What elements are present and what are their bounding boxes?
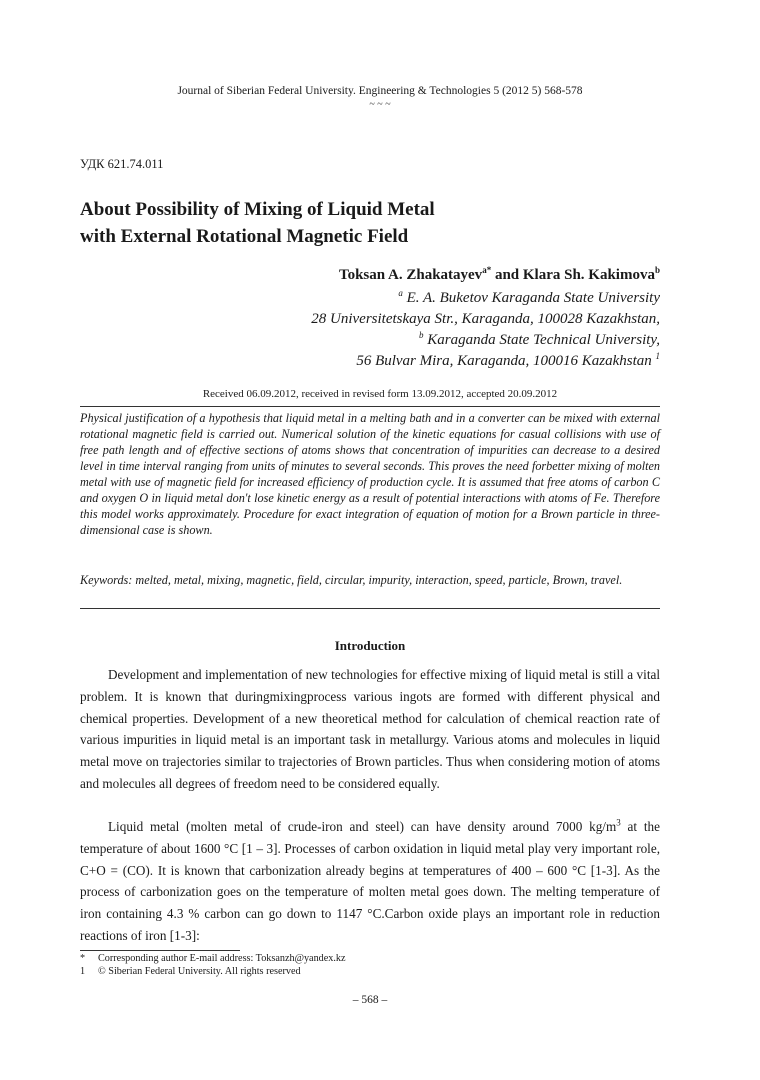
author-1: Toksan A. Zhakatayev [338,267,483,283]
journal-header [0,84,760,110]
affiliation-a-line-1 [180,288,660,309]
affiliations [180,288,660,372]
affiliation-b-address: 56 Bulvar Mira, Karaganda, 100016 Kazakhstan [356,353,656,369]
udk-code: УДК 621.74.011 [80,157,164,171]
abstract-bottom-rule [80,608,660,609]
page-number: – 568 – [352,994,388,1006]
journal-citation: Journal of Siberian Federal University. Engineering & Technologies 5 (2012 5) 568-578 [177,85,583,97]
footnote-1-text: Corresponding author E-mail address: Toksanzh@yandex.kz [98,953,346,964]
footnote-1-marker: * [80,953,86,964]
section-heading-introduction: Introduction [334,638,406,653]
received-dates: Received 06.09.2012, received in revised form 13.09.2012, accepted 20.09.2012 [202,388,558,400]
abstract: Physical justification of a hypothesis that liquid metal in a melting bath and in a converter can be mixed with external rotational magnetic field is carried out. Numerical solution of the kinetic equations for casual collisions with use of free path length and of effective sections of atoms shows that concentration of impurities can decrease to a desired level in time interval ranging from units of minutes to several seconds. This proves the need forbetter mixing of molten metal with use of magnetic field for increased efficiency of production cycle. It is assumed that free atoms of carbon C and oxygen O in liquid metal don't lose kinetic energy as a result of potential interactions with atoms of Fe. Therefore this model works approximately. Procedure for exact integration of equation of motion for a Brown particle in three-dimensional case is shown. [80,411,660,537]
title-line-2: with External Rotational Magnetic Field [80,226,409,247]
footnote-2-text: © Siberian Federal University. All rights reserved [98,965,301,977]
footnote-rule [80,950,240,951]
intro-paragraph-2-part-1: Liquid metal (molten metal of crude-iron and steel) can have density around 7000 kg/m [108,819,617,834]
footnote-2-marker: 1 [80,965,86,977]
affiliation-b-line-1 [180,330,660,351]
abstract-top-rule [80,406,660,407]
title-line-1: About Possibility of Mixing of Liquid Metal [80,199,435,220]
author-2: and Klara Sh. Kakimova [491,267,655,283]
paper-title [80,196,640,250]
footnotes [80,953,660,978]
footnote-copyright [80,966,660,979]
author-2-marker: b [654,265,660,275]
affiliation-a-line-2: 28 Universitetskaya Str., Karaganda, 100028 Kazakhstan, [311,311,660,327]
intro-paragraph-2 [80,816,660,947]
affiliation-b-name: Karaganda State Technical University, [423,332,660,348]
intro-paragraph-1: Development and implementation of new technologies for effective mixing of liquid metal is still a vital problem. It is known that duringmixingprocess various ingots are formed with different physical and chemical properties. Development of a new theoretical method for calculation of chemical reaction rate of various impurities in liquid metal is an important task in metallurgy. Various atoms and molecules in liquid metal move on trajectories similar to trajectories of Brown particles. Thus when considering motion of atoms and molecules all degrees of freedom need to be considered equally. [80,667,660,791]
footnote-corresponding-author [80,953,660,966]
author-1-marker: a* [482,265,492,275]
density-unit-superscript: 3 [616,817,621,828]
header-ornament: ~ ~ ~ [369,99,391,110]
affiliation-a-marker: a [398,288,403,298]
affiliation-a-name: E. A. Buketov Karaganda State University [402,290,660,306]
affiliation-b-marker: b [418,330,424,340]
author-list [180,264,660,286]
affiliation-b-line-2 [180,351,660,372]
keywords: Keywords: melted, metal, mixing, magnetic, field, circular, impurity, interaction, speed, particle, Brown, travel. [80,573,623,587]
affiliation-b-footnote-marker: 1 [655,351,660,361]
intro-paragraph-2-part-2: at the temperature of about 1600 °C [1 – 3]. Processes of carbon oxidation in liquid metal play very important role, C+O = (CO). It is known that carbonization already begins at temperatures of 400 – 600 °C [1-3]. As the process of carbonization goes on the temperature of molten metal goes down. The melting temperature of iron containing 4.3 % carbon can go down to 1147 °C.Carbon oxide plays an important role in reduction reactions of iron [1-3]: [80,819,660,943]
